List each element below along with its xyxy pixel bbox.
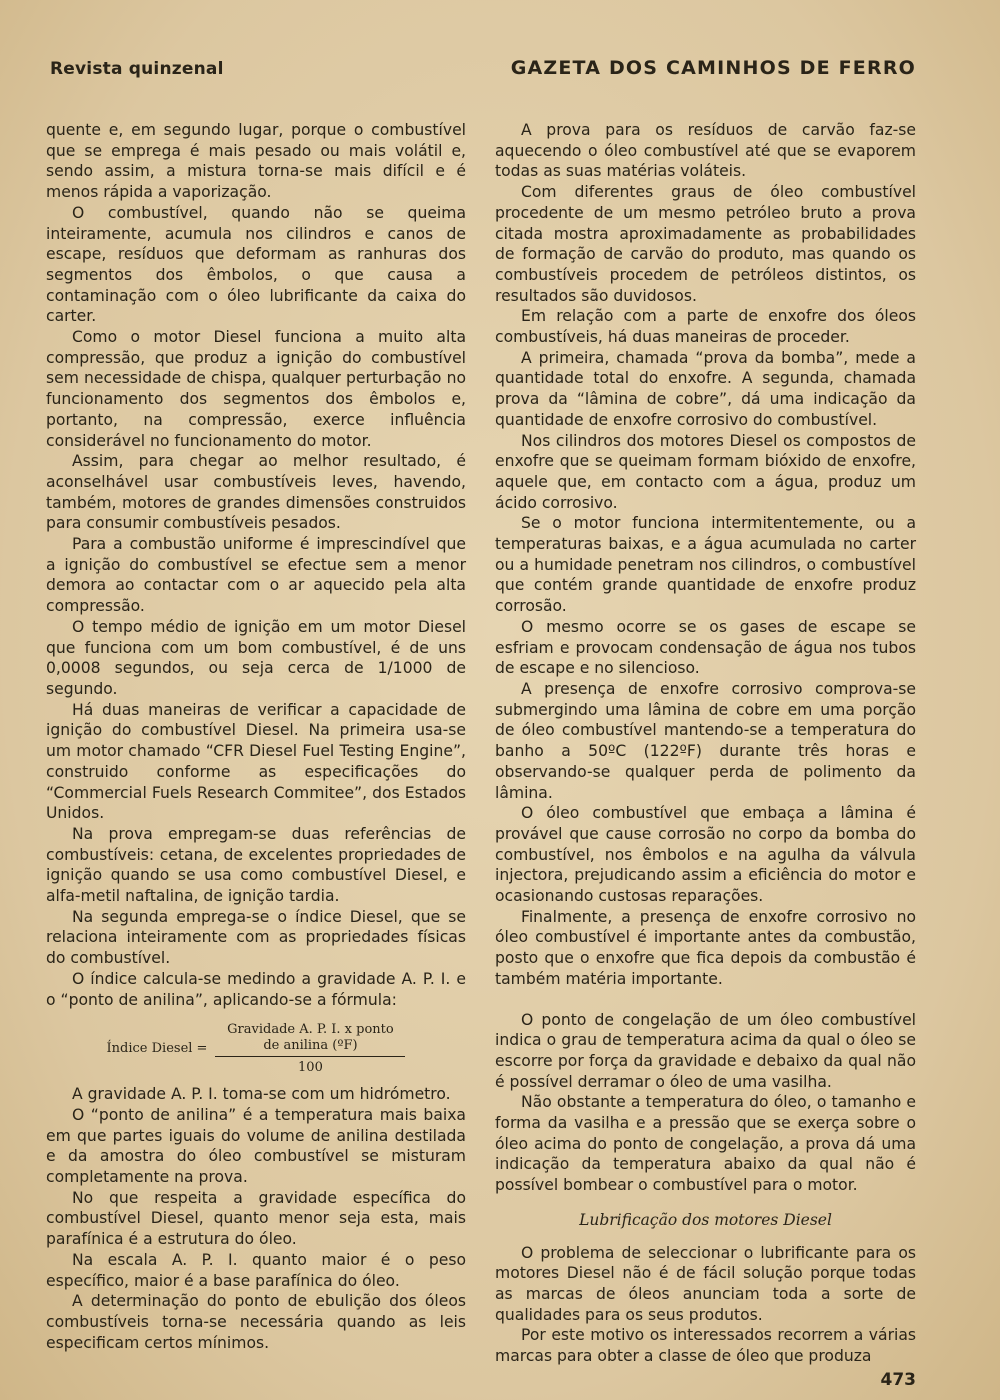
right-column [495,120,916,1367]
header-right: GAZETA DOS CAMINHOS DE FERRO [510,57,916,79]
paragraph: Nos cilindros dos motores Diesel os compostos de enxofre que se queimam formam bióxido de enxofre, aquele que, em contacto com a água, produz um ácido corrosivo. [495,431,916,512]
paragraph: Na prova empregam-se duas referências de combustíveis: cetana, de excelentes propriedades de ignição quando se usa como combustível Diesel, e alfa-metil naftalina, de ignição tardia. [46,824,466,906]
paragraph: Para a combustão uniforme é imprescindível que a ignição do combustível se efectue sem a menor demora ao contactar com o ar aquecido pela alta compressão. [46,535,466,616]
formula-denominator: 100 [298,1060,323,1076]
paragraph: No que respeita a gravidade específica do combustível Diesel, quanto menor seja esta, mais parafínica é a estrutura do óleo. [46,1188,466,1249]
page-number: 473 [880,1370,916,1390]
paragraph: Finalmente, a presença de enxofre corrosivo no óleo combustível é importante antes da combustão, posto que o enxofre que fica depois da combustão é também matéria importante. [495,907,916,988]
section-title: Lubrificação dos motores Diesel [579,1210,832,1229]
paragraph: O tempo médio de ignição em um motor Diesel que funciona com um bom combustível, é de uns 0,0008 segundos, ou seja cerca de 1/1000 de segundo. [46,617,466,698]
paragraph: Assim, para chegar ao melhor resultado, é aconselhável usar combustíveis leves, havendo, também, motores de grandes dimensões construidos para consumir combustíveis pesados. [46,452,466,533]
paragraph: O ponto de congelação de um óleo combustível indica o grau de temperatura acima da qual o óleo se escorre por força da gravidade e debaixo da qual não é possível derramar o óleo de uma vasilha. [495,1010,916,1091]
left-column [46,120,466,1353]
paragraph: Não obstante a temperatura do óleo, o tamanho e forma da vasilha e a pressão que se exerça sobre o óleo acima do ponto de congelação, a prova dá uma indicação da temperatura abaixo da qual não é possível bombear o combustível para o motor. [495,1093,916,1195]
paragraph: Há duas maneiras de verificar a capacidade de ignição do combustível Diesel. Na primeira usa-se um motor chamado “CFR Diesel Fuel Testing Engine”, construido conforme as especificações do “Commercial Fuels Research Commitee”, dos Estados Unidos. [46,700,466,823]
paragraph: Com diferentes graus de óleo combustível procedente de um mesmo petróleo bruto a prova citada mostra aproximadamente as probabilidades de formação de carvão do produto, mas quando os combustíveis procedem de petróleos distintos, os resultados são duvidosos. [495,183,916,305]
paragraph: A presença de enxofre corrosivo comprova-se submergindo uma lâmina de cobre em uma porção de óleo combustível mantendo-se a temperatura do banho a 50ºC (122ºF) durante três horas e observando-se qualquer perda de polimento da lâmina. [495,679,916,802]
paragraph: O óleo combustível que embaça a lâmina é provável que cause corrosão no corpo da bomba do combustível, nos êmbolos e na agulha da válvula injectora, prejudicando assim a eficiência do motor e ocasionando custosas reparações. [495,804,916,906]
paragraph: O mesmo ocorre se os gases de escape se esfriam e provocam condensação de água nos tubos de escape e no silencioso. [495,617,916,678]
paragraph: Na escala A. P. I. quanto maior é o peso específico, maior é a base parafínica do óleo. [46,1250,466,1290]
paragraph: Se o motor funciona intermitentemente, ou a temperaturas baixas, e a água acumulada no carter ou a humidade penetram nos cilindros, o combustível que contém grande quantidade de enxofre produz corrosão. [495,514,916,616]
formula-lhs: Índice Diesel = [106,1041,208,1057]
paragraph: A prova para os resíduos de carvão faz-se aquecendo o óleo combustível até que se evaporem todas as suas matérias voláteis. [495,121,916,181]
formula-numerator-line2: de anilina (ºF) [263,1038,358,1054]
paragraph: O problema de seleccionar o lubrificante para os motores Diesel não é de fácil solução porque todas as marcas de óleos anunciam toda a sorte de qualidades para os seus produtos. [495,1243,916,1324]
paragraph: A determinação do ponto de ebulição dos óleos combustíveis torna-se necessária quando as leis especificam certos mínimos. [46,1292,466,1352]
paragraph: Em relação com a parte de enxofre dos óleos combustíveis, há duas maneiras de proceder. [495,307,916,347]
paragraph: A primeira, chamada “prova da bomba”, mede a quantidade total do enxofre. A segunda, chamada prova da “lâmina de cobre”, dá uma indicação da quantidade de enxofre corrosivo do combustível. [495,348,916,429]
paragraph: Na segunda emprega-se o índice Diesel, que se relaciona inteiramente com as propriedades físicas do combustível. [46,907,466,968]
paragraph: Por este motivo os interessados recorrem a várias marcas para obter a classe de óleo que produza [495,1326,916,1366]
paragraph: O combustível, quando não se queima inteiramente, acumula nos cilindros e canos de escape, resíduos que deformam as ranhuras dos segmentos dos êmbolos, o que causa a contaminação com o óleo lubrificante da caixa do carter. [46,203,466,326]
paragraph: O índice calcula-se medindo a gravidade A. P. I. e o “ponto de anilina”, aplicando-se a fórmula: [46,969,466,1009]
paragraph: A gravidade A. P. I. toma-se com um hidrómetro. [72,1085,451,1104]
formula-fraction [215,1022,405,1076]
paragraph: quente e, em segundo lugar, porque o combustível que se emprega é mais pesado ou mais volátil e, sendo assim, a mistura torna-se mais difícil e é menos rápida a vaporização. [46,121,466,202]
header-left: Revista quinzenal [50,59,224,79]
fraction-bar [215,1056,405,1057]
paragraph-gap [495,990,916,1010]
diesel-index-formula [46,1022,466,1076]
page-header [50,57,916,79]
formula-numerator-line1: Gravidade A. P. I. x ponto [227,1022,394,1038]
paragraph: Como o motor Diesel funciona a muito alta compressão, que produz a ignição do combustível sem necessidade de chispa, qualquer perturbação no funcionamento dos segmentos dos êmbolos e, portanto, na compressão, exerce influência considerável no funcionamento do motor. [46,328,466,450]
paragraph: O “ponto de anilina” é a temperatura mais baixa em que partes iguais do volume de anilina destilada e da amostra do óleo combustível se misturam completamente na prova. [46,1105,466,1187]
